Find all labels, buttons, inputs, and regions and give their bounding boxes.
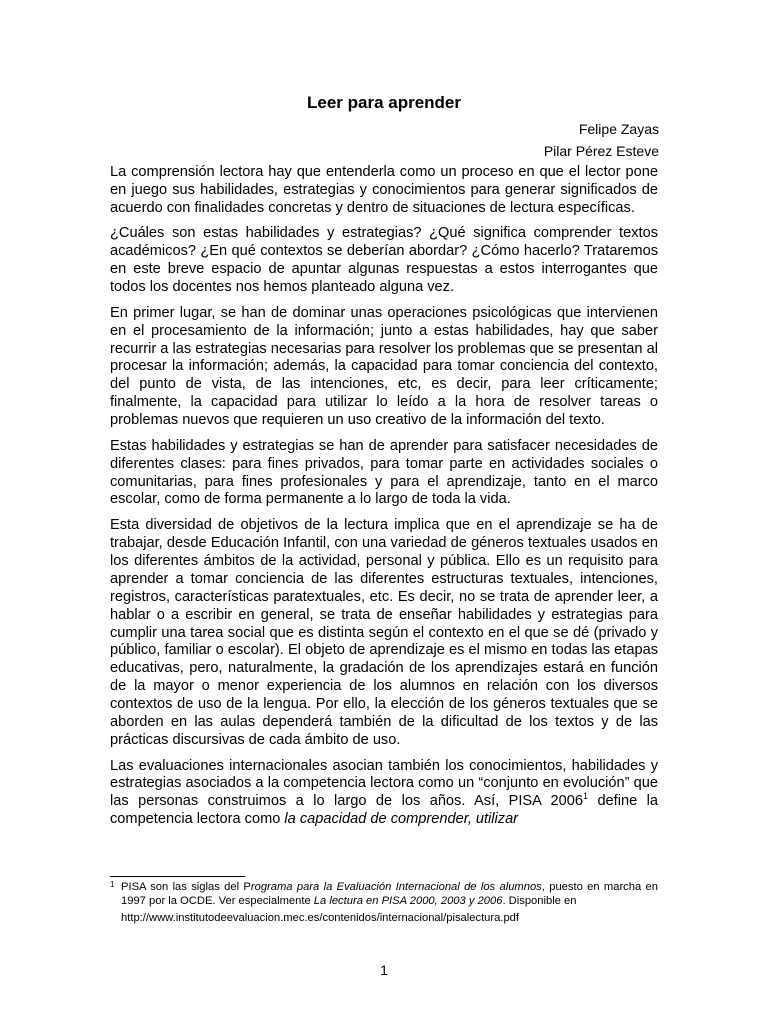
author-name: Felipe Zayas xyxy=(578,121,659,137)
paragraph: Estas habilidades y estrategias se han de aprender para satisfacer necesidades de diferentes clases: para fines privados, para tomar parte en actividades sociales o comunitarias, para fines profesionales y para el aprendizaje, tanto en el marco escolar, como de forma permanente a lo largo de toda la vida. xyxy=(110,437,658,508)
paragraph-text: define la competencia lectora como xyxy=(110,793,659,828)
footnote-separator xyxy=(110,876,245,877)
author-name: Pilar Pérez Esteve xyxy=(543,143,659,159)
footnote-link[interactable]: http://www.institutodeevaluacion.mec.es/contenidos/internacional/pisalectura.pdf xyxy=(121,912,520,925)
document-title: Leer para aprender xyxy=(306,93,461,112)
paragraph xyxy=(110,758,658,830)
paragraph: En primer lugar, se han de dominar unas operaciones psicológicas que intervienen en el procesamiento de la información; junto a estas habilidades, hay que saber recurrir a las estrategias necesarias para resolver los problemas que se presentan al procesar la información; además, la capacidad para tomar conciencia del contexto, del punto de vista, de las intenciones, etc, es decir, para leer críticamente; finalmente, la capacidad para utilizar lo leído a la hora de resolver tareas o problemas nuevos que requieren un uso creativo de la información del texto. xyxy=(110,304,658,429)
footnote-text: PISA son las siglas del Programa para la Evaluación Internacional de los alumnos, puesto en marcha en 1997 por la OCDE. Ver especialmente La lectura en PISA 2000, 2003 y 2006. Disponible en xyxy=(121,881,658,907)
footnote-number: 1 xyxy=(110,880,115,889)
paragraph: La comprensión lectora hay que entenderla como un proceso en que el lector pone en juego sus habilidades, estrategias y conocimientos para generar significados de acuerdo con finalidades concretas y dentro de situaciones de lectura específicas. xyxy=(110,164,658,216)
document-body xyxy=(110,164,658,829)
footnote xyxy=(110,881,658,926)
paragraph-text: Las evaluaciones internacionales asocian también los conocimientos, habilidades y estrategias asociados a la competencia lectora como un “conjunto en evolución” que las personas construimos a lo largo de los años. Así, PISA 2006 xyxy=(110,757,658,810)
page-number: 1 xyxy=(380,962,388,978)
paragraph-italic-text: la capacidad de comprender, utilizar xyxy=(284,811,519,828)
paragraph: Esta diversidad de objetivos de la lectura implica que en el aprendizaje se ha de trabajar, desde Educación Infantil, con una variedad de géneros textuales usados en los diferentes ámbitos de la actividad, personal y pública. Ello es un requisito para aprender a tomar conciencia de las diferentes estructuras textuales, intenciones, registros, características paratextuales, etc. Es decir, no se trata de aprender leer, a hablar o a escribir en general, se trata de enseñar habilidades y estrategias para cumplir una tarea social que es distinta según el contexto en el que se dé (privado y público, familiar o escolar). El objeto de aprendizaje es el mismo en todas las etapas educativas, pero, naturalmente, la gradación de los aprendizajes estará en función de la mayor o menor experiencia de los alumnos en relación con los diversos contextos de uso de la lengua. Por ello, la elección de los géneros textuales que se aborden en las aulas dependerá también de la dificultad de los textos y de las prácticas discursivas de cada ámbito de uso. xyxy=(110,517,658,748)
paragraph: ¿Cuáles son estas habilidades y estrategias? ¿Qué significa comprender textos académicos? ¿En qué contextos se deberían abordar? ¿Cómo hacerlo? Trataremos en este breve espacio de apuntar algunas respuestas a estos interrogantes que todos los docentes nos hemos planteado alguna vez. xyxy=(110,225,658,296)
footnote-reference: 1 xyxy=(582,791,588,802)
